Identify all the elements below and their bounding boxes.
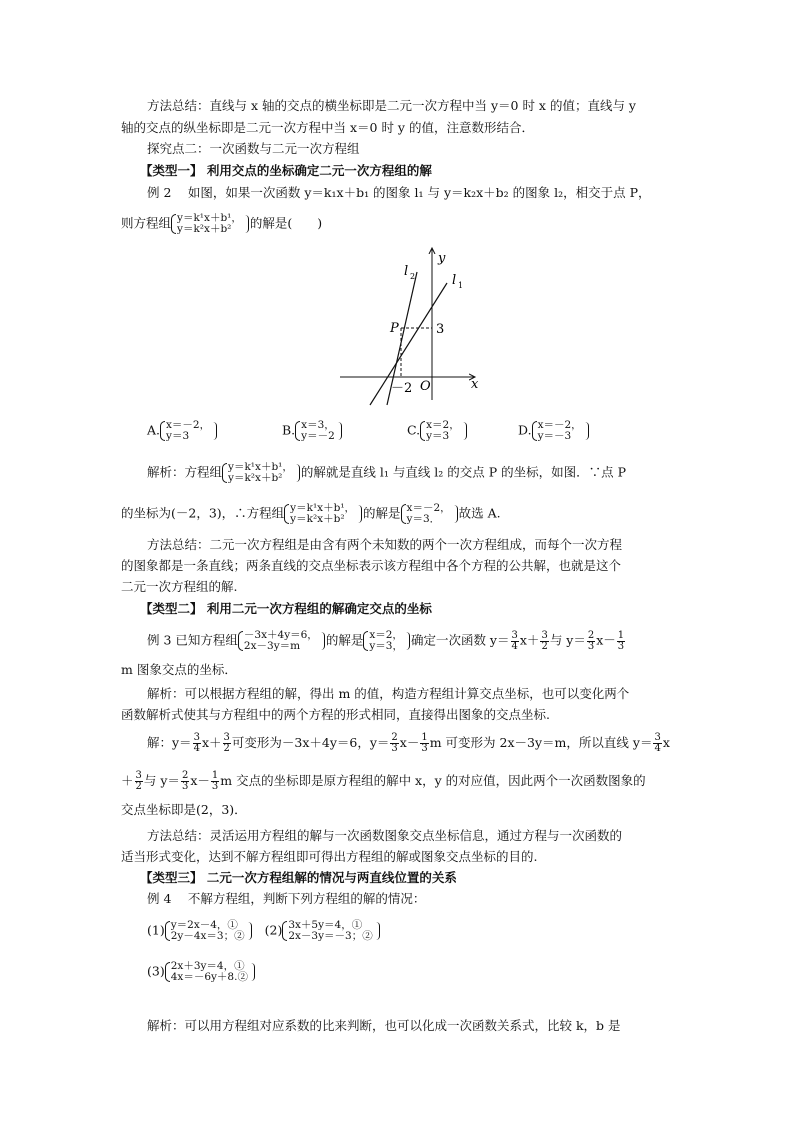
- analysis2-line1: 解析：方程组 y＝k¹x＋b¹， y＝k²x＋b² 的解就是直线 l₁ 与直线 l₂ 的交点 P 的坐标，如图．∵点 P: [147, 461, 627, 484]
- l1-subscript: 1: [458, 281, 464, 290]
- example2-line1: 例 2 如图，如果一次函数 y＝k₁x＋b₁ 的图象 l₁ 与 y＝k₂x＋b₂ 的图象 l₂，相交于点 P，: [147, 185, 651, 200]
- example3-line1: 例 3 已知方程组 －3x＋4y＝6， 2x－3y＝m 的解是 x＝2， y＝3， 确定一次函数 y＝ $\frac{3}{4}$ x＋ $\frac{3}{2}$ 与 y＝ $\frac{2}{3}$ x－ $\frac{1}{3}$: [147, 629, 625, 652]
- type3-heading: 【类型三】 二元一次方程组解的情况与两直线位置的关系: [140, 870, 457, 885]
- l2-label: l: [404, 264, 409, 279]
- summary3-line2: 适当形式变化，达到不解方程组即可得出方程组的解或图象交点坐标的目的.: [121, 849, 538, 864]
- example2-line2: 则方程组 y＝k¹x＋b¹， y＝k²x＋b² 的解是( ): [121, 212, 323, 235]
- summary2-line3: 二元一次方程组的解.: [121, 579, 238, 594]
- example4-line1: 例 4 不解方程组，判断下列方程组的解的情况：: [147, 891, 426, 906]
- solution3-line1: 解：y＝ $\frac{3}{4}$ x＋ $\frac{3}{2}$ 可变形为－3x＋4y＝6，y＝ $\frac{2}{3}$ x－ $\frac{1}{3}$ m 可变形为 2x－3y＝m，所以直线 y＝ $\frac{3}{4}$ x: [147, 732, 670, 754]
- summary2-line1: 方法总结：二元一次方程组是由含有两个未知数的两个一次方程组成，而每个一次方程: [147, 537, 623, 552]
- option-d[interactable]: D. x＝－2， y＝－3: [518, 420, 590, 442]
- example4-part1-2: (1) y＝2x－4，① 2y－4x＝3；② (2) 3x＋5y＝4，① 2x－3y＝－3；②: [147, 920, 381, 942]
- example2-system: y＝k¹x＋b¹， y＝k²x＋b²: [171, 213, 250, 235]
- summary2-line2: 的图象都是一条直线；两条直线的交点坐标表示该方程组中各个方程的公共解，也就是这个: [121, 558, 622, 573]
- x-value-neg2: －2: [391, 381, 413, 396]
- summary3-line1: 方法总结：灵活运用方程组的解与一次函数图象交点坐标信息，通过方程与一次函数的: [147, 828, 623, 843]
- y-value-3: 3: [436, 322, 445, 337]
- example4-part3: (3) 2x＋3y＝4，① 4x＝－6y＋8.②: [147, 961, 256, 983]
- summary1-line1: 方法总结：直线与 x 轴的交点的横坐标即是二元一次方程中当 y＝0 时 x 的值；直线与 y: [147, 98, 636, 113]
- type2-heading: 【类型二】 利用二元一次方程组的解确定交点的坐标: [140, 601, 432, 616]
- analysis4-line1: 解析：可以用方程组对应系数的比来判断，也可以化成一次函数关系式，比较 k，b 是: [147, 1018, 621, 1033]
- point-p-label: P: [390, 321, 399, 336]
- solution3-line3: 交点坐标即是(2，3)．: [121, 802, 247, 817]
- l2-subscript: 2: [410, 272, 416, 281]
- x-label: x: [471, 377, 479, 392]
- l1-label: l: [452, 273, 457, 288]
- function-graph: [335, 240, 495, 410]
- type1-heading: 【类型一】 利用交点的坐标确定二元一次方程组的解: [140, 163, 432, 178]
- analysis3-line1: 解析：可以根据方程组的解，得出 m 的值，构造方程组计算交点坐标，也可以变化两个: [147, 686, 630, 701]
- analysis2-line2: 的坐标为(－2，3)，∴方程组 y＝k¹x＋b¹， y＝k²x＋b² 的解是 x＝－2， y＝3． 故选 A.: [121, 502, 501, 525]
- summary1-line2: 轴的交点的纵坐标即是二元一次方程中当 x＝0 时 y 的值，注意数形结合．: [121, 120, 534, 135]
- analysis3-line2: 函数解析式使其与方程组中的两个方程的形式相同，直接得出图象的交点坐标.: [121, 707, 550, 722]
- option-b[interactable]: B. x＝3， y＝－2: [282, 420, 343, 442]
- solution3-line2: ＋ $\frac{3}{2}$ 与 y＝ $\frac{2}{3}$ x－ $\frac{1}{3}$ m 交点的坐标即是原方程组的解中 x，y 的对应值，因此两个一次函数图象的: [121, 770, 646, 792]
- option-c[interactable]: C. x＝2， y＝3: [407, 420, 468, 442]
- y-label: y: [438, 251, 446, 266]
- example3-line2: m 图象交点的坐标．: [121, 662, 237, 677]
- explore-point-2: 探究点二：一次函数与二元一次方程组: [147, 141, 360, 156]
- option-a[interactable]: A. x＝－2， y＝3: [147, 420, 218, 442]
- origin-label: O: [420, 379, 431, 394]
